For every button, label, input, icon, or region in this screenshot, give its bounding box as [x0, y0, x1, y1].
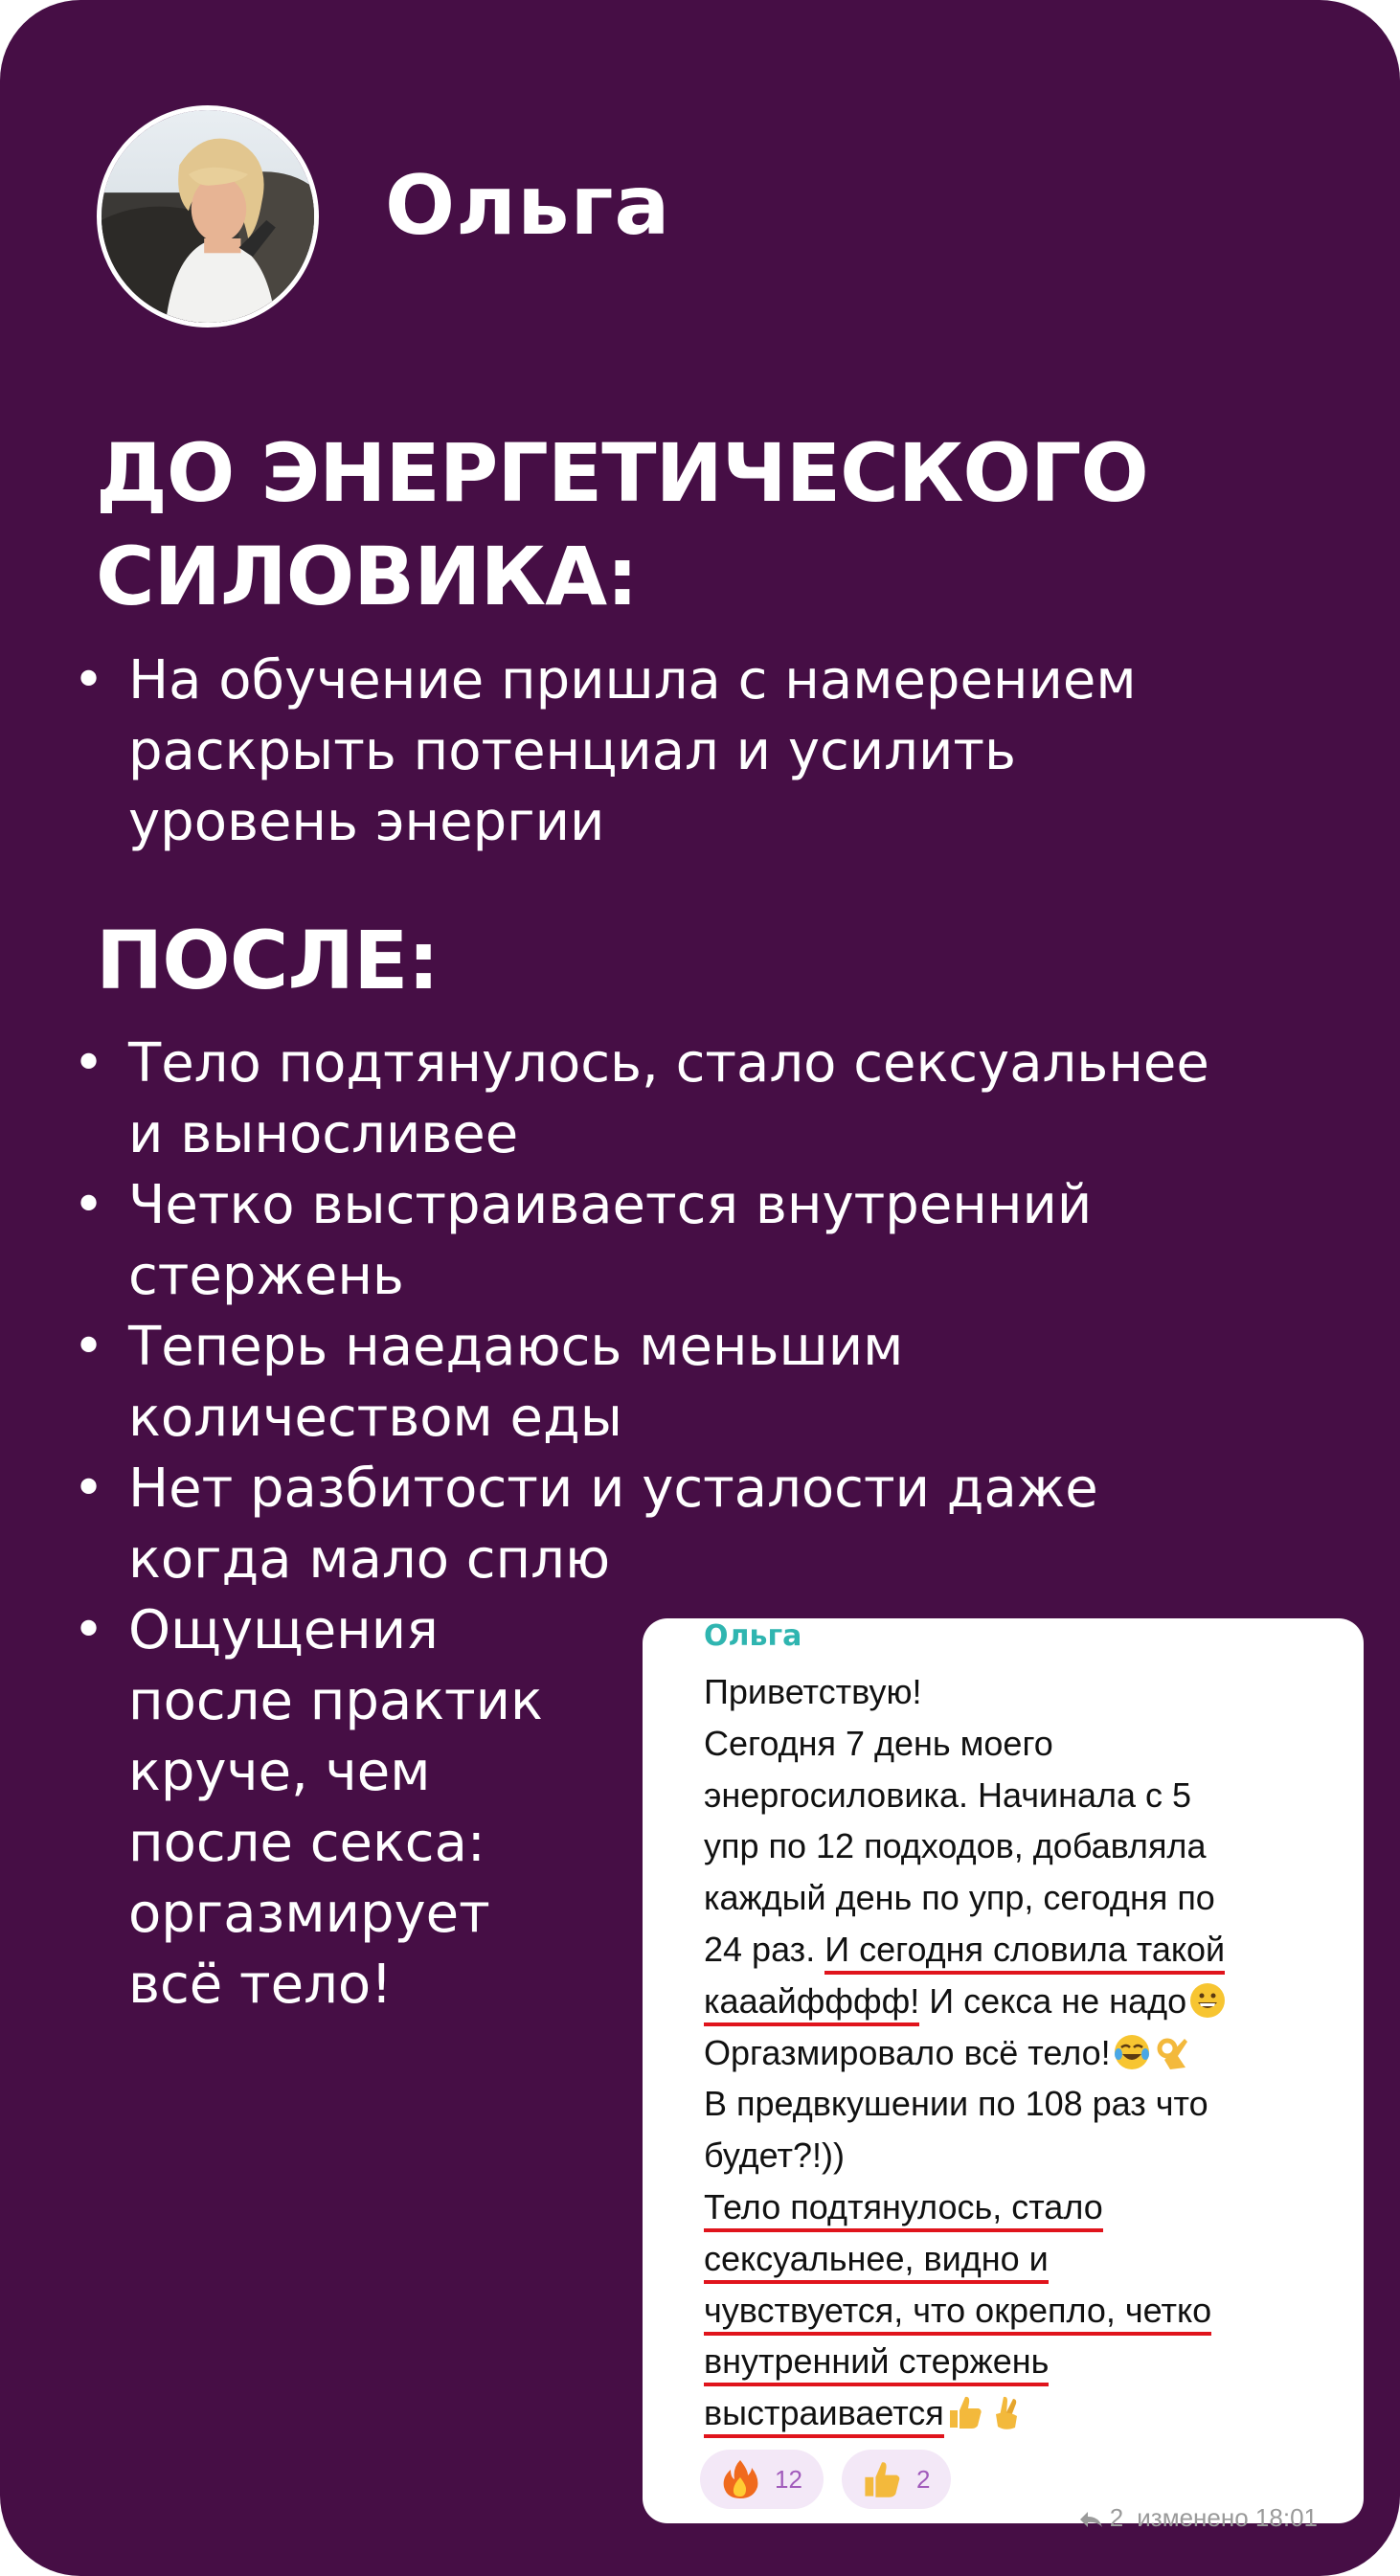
before-heading [96, 421, 1245, 628]
thumbs-up-icon [946, 2393, 984, 2431]
thumbs-up-icon [861, 2458, 903, 2500]
list-item: • На обучение пришла с намерением раскрыть потенциал и усилить уровень энергии [67, 645, 1312, 858]
reaction-thumbs-up[interactable] [842, 2450, 951, 2509]
before-heading-line1: ДО ЭНЕРГЕТИЧЕСКОГО [96, 426, 1148, 520]
underlined-text: И сегодня словила такой [824, 1930, 1225, 1975]
bullet: • [73, 1032, 105, 1095]
list-item: • Четко выстраивается внутренний стержень [67, 1170, 1341, 1312]
underlined-text: сексуальнее, видно и [704, 2239, 1049, 2284]
profile-name: Ольга [385, 158, 671, 254]
reaction-count: 12 [775, 2464, 802, 2494]
underlined-text: чувствуется, что окрепло, четко [704, 2291, 1211, 2336]
fire-icon [719, 2458, 761, 2500]
after-heading: ПОСЛЕ: [96, 914, 440, 1007]
bullet: • [73, 1599, 105, 1661]
underlined-text: выстраивается [704, 2393, 944, 2438]
ok-hand-icon [1153, 2033, 1191, 2071]
list-item: • Тело подтянулось, стало сексуальнее и выносливее [67, 1028, 1341, 1170]
avatar-photo [102, 110, 314, 323]
crossed-fingers-icon [986, 2393, 1025, 2431]
chat-message-text: Приветствую! Сегодня 7 день моего энергосиловика. Начинала с 5 упр по 12 подходов, добавляла каждый день по упр, сегодня по 24 раз. И сегодня словила такой кааайфффф! И секса не надо Оргазмировало всё тело! В предвкушении по 108 раз что будет?!)) Тело подтянулось, стало сексуальнее, видно и чувствуется, что окрепло, четко внутренний стержень выстраивается [704, 1666, 1355, 2439]
list-item: • Ощущения после практик круче, чем после секса: оргазмирует всё тело! [67, 1595, 665, 2021]
reply-count: 2 [1109, 2503, 1124, 2532]
bullet: • [73, 1457, 105, 1520]
reply-arrow-icon [1078, 2510, 1103, 2529]
chat-sender-name: Ольга [704, 1619, 802, 1653]
message-time: 18:01 [1254, 2503, 1318, 2532]
edited-label: изменено [1137, 2503, 1249, 2532]
bullet: • [73, 1174, 105, 1236]
before-heading-line2: СИЛОВИКА: [96, 530, 638, 623]
underlined-text: Тело подтянулось, стало [704, 2187, 1103, 2232]
reaction-fire[interactable] [700, 2450, 824, 2509]
reaction-count: 2 [916, 2464, 931, 2494]
tears-of-joy-icon [1113, 2033, 1151, 2071]
avatar [97, 105, 319, 328]
message-meta [1078, 2503, 1318, 2533]
grinning-face-icon [1188, 1981, 1227, 2020]
reactions [700, 2450, 964, 2509]
list-item: • Нет разбитости и усталости даже когда мало сплю [67, 1454, 1341, 1595]
bullet: • [73, 1316, 105, 1378]
underlined-text: кааайфффф! [704, 1981, 919, 2026]
list-item: • Теперь наедаюсь меньшим количеством еды [67, 1312, 1341, 1454]
bullet: • [73, 649, 105, 712]
underlined-text: внутренний стержень [704, 2341, 1049, 2386]
before-list [67, 645, 1312, 858]
chat-message-screenshot [643, 1618, 1364, 2532]
